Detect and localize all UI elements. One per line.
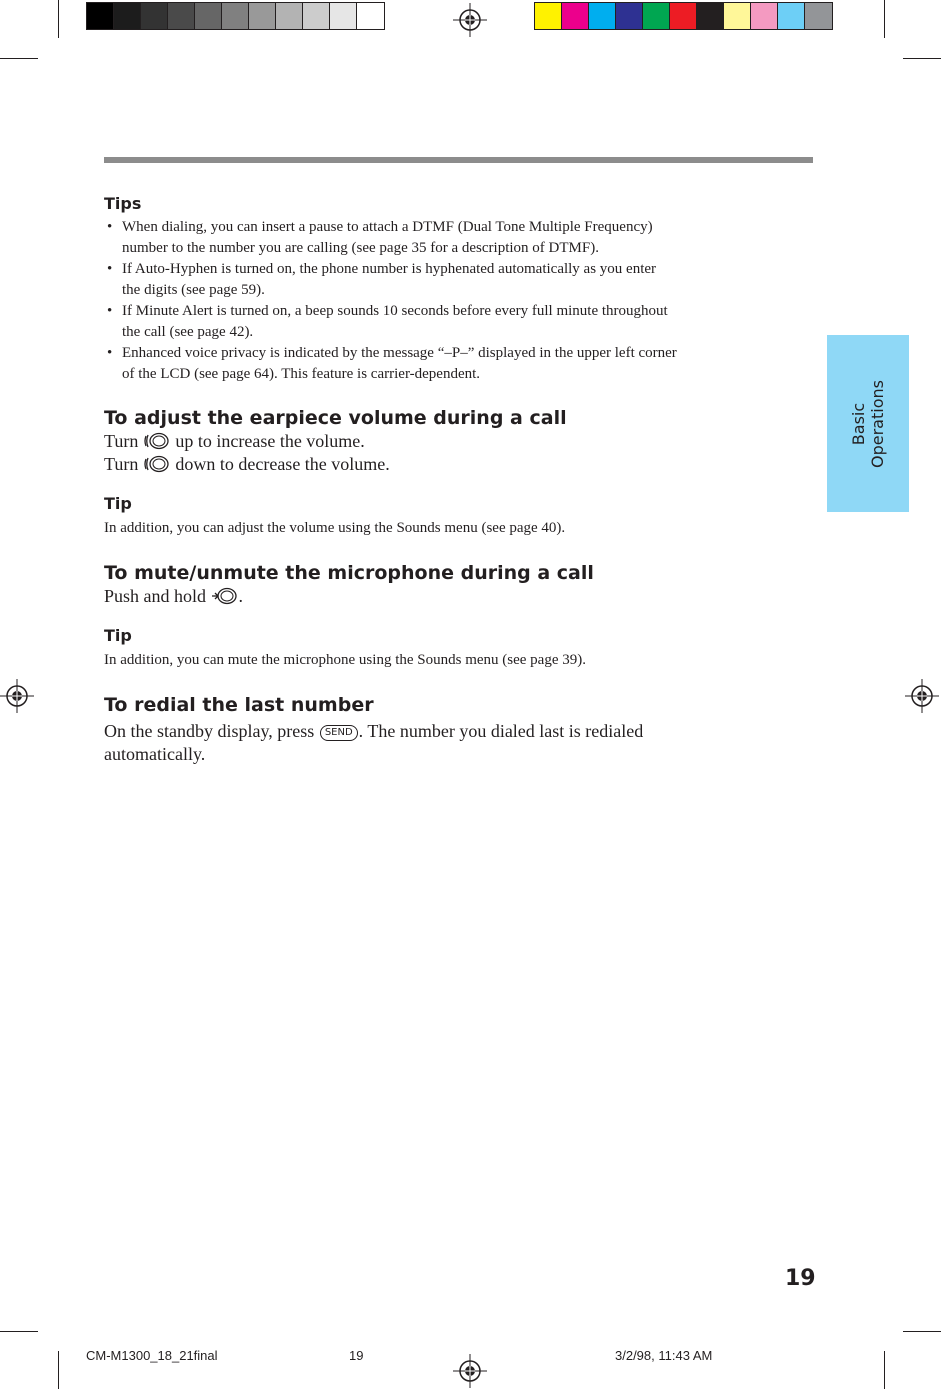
crop-mark-top-right-v (884, 0, 885, 38)
section-tab-line2: Operations (868, 379, 887, 468)
tips-list (104, 217, 814, 385)
color-swatch (535, 3, 562, 29)
jog-dial-icon (143, 455, 171, 473)
grayscale-bar (86, 2, 385, 30)
crop-mark-bottom-left-h (0, 1331, 38, 1332)
grayscale-swatch (249, 3, 276, 29)
grayscale-swatch (195, 3, 222, 29)
crop-mark-top-left-h (0, 58, 38, 59)
mute-heading: To mute/unmute the microphone during a call (104, 562, 594, 584)
color-swatch (562, 3, 589, 29)
crop-mark-bottom-left-v (58, 1351, 59, 1389)
crop-mark-bottom-right-h (903, 1331, 941, 1332)
color-swatch (724, 3, 751, 29)
volume-heading: To adjust the earpiece volume during a call (104, 407, 567, 429)
crop-mark-bottom-right-v (884, 1351, 885, 1389)
grayscale-swatch (330, 3, 357, 29)
color-swatch (778, 3, 805, 29)
tip-item: • If Minute Alert is turned on, a beep sounds 10 seconds before every full minute throughout the call (see page 42). (104, 301, 814, 343)
page-content (104, 193, 814, 766)
tip-item: • If Auto-Hyphen is turned on, the phone number is hyphenated automatically as you enter the digits (see page 59). (104, 259, 814, 301)
slug-page: 19 (349, 1348, 364, 1363)
color-swatch (751, 3, 778, 29)
redial-text: On the standby display, press SEND . The number you dialed last is redialed automatically. (104, 721, 644, 764)
registration-mark-left (0, 679, 34, 713)
tip-item: • Enhanced voice privacy is indicated by the message “–P–” displayed in the upper left corner of the LCD (see page 64). This feature is carrier-dependent. (104, 343, 814, 385)
registration-mark-bottom (453, 1354, 487, 1388)
volume-down-text: Turn down to decrease the volume. (104, 454, 390, 474)
tips-heading: Tips (104, 194, 142, 213)
volume-tip-text: In addition, you can adjust the volume using the Sounds menu (see page 40). (104, 520, 566, 536)
grayscale-swatch (87, 3, 114, 29)
color-bar (534, 2, 833, 30)
color-swatch (697, 3, 724, 29)
section-tab-line1: Basic (849, 402, 868, 445)
slug-date: 3/2/98, 11:43 AM (615, 1348, 713, 1363)
registration-mark-right (905, 679, 939, 713)
redial-heading: To redial the last number (104, 694, 374, 716)
section-tab (827, 335, 909, 512)
volume-tip-heading: Tip (104, 494, 132, 513)
color-swatch (805, 3, 832, 29)
grayscale-swatch (114, 3, 141, 29)
send-key-icon: SEND (320, 725, 358, 741)
page-number: 19 (785, 1266, 816, 1291)
grayscale-swatch (276, 3, 303, 29)
grayscale-swatch (222, 3, 249, 29)
jog-dial-icon (143, 432, 171, 450)
slug-file: CM-M1300_18_21final (86, 1348, 218, 1363)
volume-up-text: Turn up to increase the volume. (104, 431, 365, 451)
tip-item: • When dialing, you can insert a pause to attach a DTMF (Dual Tone Multiple Frequency) number to the number you are calling (see page 35 for a description of DTMF). (104, 217, 814, 259)
mute-tip-heading: Tip (104, 626, 132, 645)
grayscale-swatch (357, 3, 384, 29)
jog-dial-press-icon (211, 587, 239, 605)
grayscale-swatch (303, 3, 330, 29)
color-swatch (670, 3, 697, 29)
color-swatch (589, 3, 616, 29)
crop-mark-top-right-h (903, 58, 941, 59)
color-swatch (643, 3, 670, 29)
mute-tip-text: In addition, you can mute the microphone using the Sounds menu (see page 39). (104, 652, 586, 668)
color-swatch (616, 3, 643, 29)
crop-mark-top-left-v (58, 0, 59, 38)
mute-text: Push and hold . (104, 586, 244, 606)
section-tab-label (849, 380, 887, 468)
grayscale-swatch (141, 3, 168, 29)
grayscale-swatch (168, 3, 195, 29)
header-rule (104, 157, 813, 163)
registration-mark-top (453, 3, 487, 37)
